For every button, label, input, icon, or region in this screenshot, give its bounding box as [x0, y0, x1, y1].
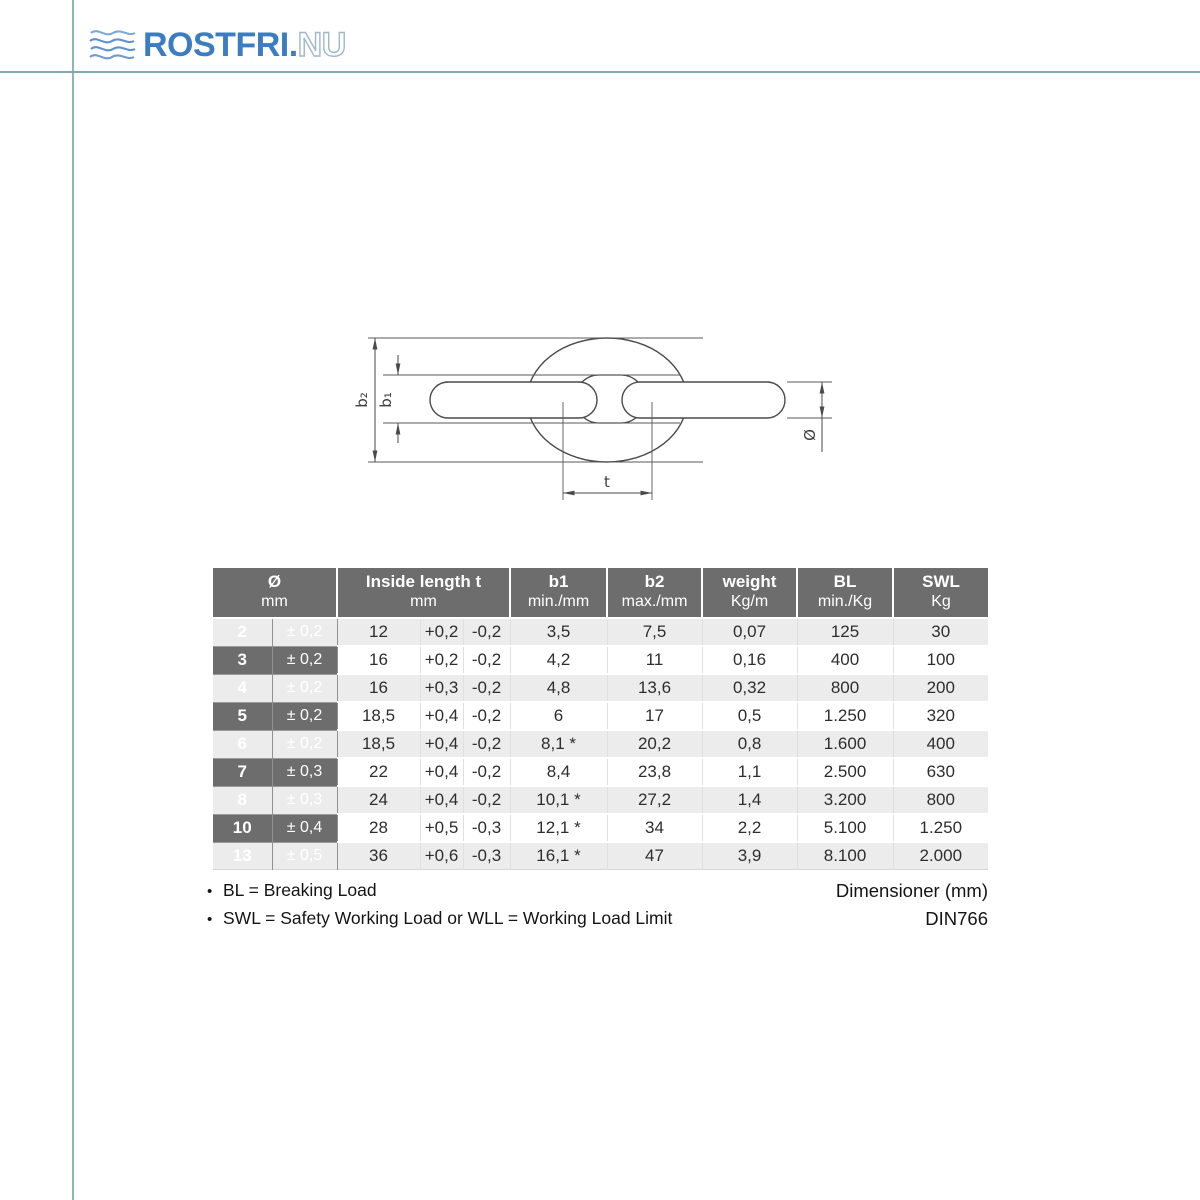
table-cell: 18,5: [337, 702, 420, 730]
table-cell: 1,1: [702, 758, 797, 786]
table-cell: 16: [337, 646, 420, 674]
col-header-b1: b1 min./mm: [510, 568, 607, 618]
dim-t-label: t: [604, 473, 610, 491]
table-cell: 6: [213, 730, 272, 758]
table-cell: 36: [337, 842, 420, 870]
table-row: [213, 786, 988, 814]
table-cell: +0,2: [420, 618, 463, 646]
table-cell: 27,2: [607, 786, 702, 814]
table-cell: 125: [797, 618, 893, 646]
note-text: BL = Breaking Load: [223, 880, 377, 900]
table-row: [213, 618, 988, 646]
table-cell: 24: [337, 786, 420, 814]
right-link: [622, 382, 785, 418]
table-row: [213, 646, 988, 674]
table-cell: 3,5: [510, 618, 607, 646]
table-cell: -0,2: [463, 758, 510, 786]
table-cell: 23,8: [607, 758, 702, 786]
note-bl: [207, 877, 672, 905]
table-cell: ± 0,4: [272, 814, 337, 842]
brand-wordmark-suffix: NU: [297, 26, 346, 64]
table-cell: 17: [607, 702, 702, 730]
table-cell: 8,4: [510, 758, 607, 786]
table-cell: ± 0,3: [272, 758, 337, 786]
table-cell: 2.500: [797, 758, 893, 786]
table-cell: 11: [607, 646, 702, 674]
brand-wordmark-solid: ROSTFRI.: [143, 26, 298, 64]
table-cell: 12: [337, 618, 420, 646]
table-cell: +0,5: [420, 814, 463, 842]
table-cell: -0,2: [463, 674, 510, 702]
table-cell: 5.100: [797, 814, 893, 842]
waves-icon: [88, 26, 138, 64]
dimensions-table: [213, 568, 988, 870]
table-cell: ± 0,2: [272, 646, 337, 674]
table-cell: 13: [213, 842, 272, 870]
note-text: SWL = Safety Working Load or WLL = Working Load Limit: [223, 908, 673, 928]
table-cell: ± 0,2: [272, 674, 337, 702]
table-row: [213, 842, 988, 870]
table-cell: 4: [213, 674, 272, 702]
table-cell: 47: [607, 842, 702, 870]
dim-diameter-label: Ø: [801, 429, 819, 441]
dimensions-unit-label: Dimensioner (mm): [835, 880, 988, 901]
table-cell: +0,4: [420, 758, 463, 786]
table-cell: 2: [213, 618, 272, 646]
note-bullet: •: [207, 911, 213, 928]
table-cell: 34: [607, 814, 702, 842]
left-margin-rule: [72, 0, 74, 1200]
table-header-row: [213, 568, 988, 618]
table-cell: 0,16: [702, 646, 797, 674]
brand-wordmark: [143, 26, 346, 64]
table-cell: 7: [213, 758, 272, 786]
table-cell: +0,4: [420, 786, 463, 814]
col-header-bl: BL min./Kg: [797, 568, 893, 618]
table-cell: 4,2: [510, 646, 607, 674]
diameter-extension-lines: [787, 382, 832, 418]
table-cell: +0,3: [420, 674, 463, 702]
table-cell: 100: [893, 646, 988, 674]
dim-b2-label: b₂: [353, 392, 371, 408]
table-cell: 20,2: [607, 730, 702, 758]
table-cell: -0,2: [463, 618, 510, 646]
col-header-weight: weight Kg/m: [702, 568, 797, 618]
table-row: [213, 730, 988, 758]
table-cell: -0,2: [463, 702, 510, 730]
header-rule: [0, 71, 1200, 73]
table-row: [213, 758, 988, 786]
table-cell: 2,2: [702, 814, 797, 842]
col-header-b2: b2 max./mm: [607, 568, 702, 618]
table-cell: ± 0,3: [272, 786, 337, 814]
table-cell: 10: [213, 814, 272, 842]
table-row: [213, 702, 988, 730]
din-standard-label: DIN766: [925, 908, 988, 929]
footer-right: [688, 877, 988, 933]
table-cell: 1.250: [893, 814, 988, 842]
table-cell: 800: [893, 786, 988, 814]
table-cell: 630: [893, 758, 988, 786]
table-cell: 1.600: [797, 730, 893, 758]
table-cell: 0,32: [702, 674, 797, 702]
table-row: [213, 814, 988, 842]
table-cell: 7,5: [607, 618, 702, 646]
table-cell: 400: [797, 646, 893, 674]
table-cell: 320: [893, 702, 988, 730]
table-cell: -0,2: [463, 786, 510, 814]
table-cell: -0,3: [463, 842, 510, 870]
table-cell: ± 0,2: [272, 618, 337, 646]
table-cell: +0,4: [420, 730, 463, 758]
table-cell: 0,07: [702, 618, 797, 646]
table-cell: 10,1 *: [510, 786, 607, 814]
table-cell: 3: [213, 646, 272, 674]
note-bullet: •: [207, 883, 213, 900]
left-link: [430, 382, 597, 418]
table-cell: +0,6: [420, 842, 463, 870]
table-cell: 16: [337, 674, 420, 702]
table-cell: 5: [213, 702, 272, 730]
table-cell: +0,2: [420, 646, 463, 674]
chain-link-diagram: [335, 322, 850, 517]
table-cell: 800: [797, 674, 893, 702]
site-header: [88, 26, 346, 70]
table-cell: 0,5: [702, 702, 797, 730]
table-cell: 8,1 *: [510, 730, 607, 758]
table-cell: ± 0,2: [272, 702, 337, 730]
table-cell: 8: [213, 786, 272, 814]
table-cell: +0,4: [420, 702, 463, 730]
table-cell: 4,8: [510, 674, 607, 702]
notes: [207, 877, 672, 933]
table-row: [213, 674, 988, 702]
table-cell: 12,1 *: [510, 814, 607, 842]
table-cell: 1,4: [702, 786, 797, 814]
table-cell: 3.200: [797, 786, 893, 814]
table-cell: 1.250: [797, 702, 893, 730]
table-cell: 3,9: [702, 842, 797, 870]
table-cell: 22: [337, 758, 420, 786]
table-cell: 18,5: [337, 730, 420, 758]
col-header-inside-length: Inside length t mm: [337, 568, 510, 618]
table-cell: 16,1 *: [510, 842, 607, 870]
table-body: [213, 618, 988, 870]
table-cell: 2.000: [893, 842, 988, 870]
note-swl: [207, 905, 672, 933]
brand-logo[interactable]: [88, 26, 346, 64]
col-header-swl: SWL Kg: [893, 568, 988, 618]
col-header-diameter: Ø mm: [213, 568, 337, 618]
table-cell: -0,2: [463, 730, 510, 758]
table-cell: -0,3: [463, 814, 510, 842]
dim-b1-label: b₁: [377, 392, 395, 408]
table-cell: 400: [893, 730, 988, 758]
table-cell: 6: [510, 702, 607, 730]
table-cell: 28: [337, 814, 420, 842]
table-cell: -0,2: [463, 646, 510, 674]
table-cell: ± 0,2: [272, 730, 337, 758]
table-cell: 0,8: [702, 730, 797, 758]
table-cell: 30: [893, 618, 988, 646]
table-cell: ± 0,5: [272, 842, 337, 870]
table-cell: 8.100: [797, 842, 893, 870]
table-cell: 200: [893, 674, 988, 702]
table-cell: 13,6: [607, 674, 702, 702]
